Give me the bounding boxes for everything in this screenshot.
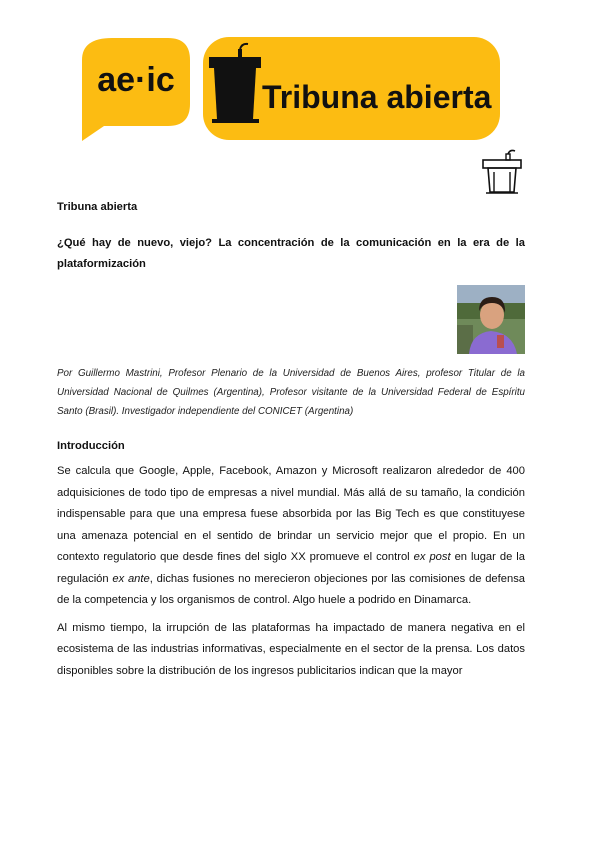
paragraph-1-text-3: , dichas fusiones no merecieron objeciones por las comisiones de defensa de la competencia y los organismos de control. Algo huele a podrido en Dinamarca. xyxy=(57,572,526,606)
tribuna-banner xyxy=(203,37,500,140)
header-banner xyxy=(0,0,595,150)
author-byline: Por Guillermo Mastrini, Profesor Plenario de la Universidad de Buenos Aires, profesor Titular de la Universidad Nacional de Quilmes (Argentina), Profesor visitante de la Universidad Federal de Espíritu Santo (Brasil). Investigador independiente del CONICET (Argentina) xyxy=(57,368,525,417)
author-photo xyxy=(457,285,525,354)
paragraph-1-emphasis-1: ex post xyxy=(413,551,451,563)
paragraph-2: Al mismo tiempo, la irrupción de las plataformas ha impactado de manera negativa en el ecosistema de las industrias informativas, especialmente en el sector de la prensa. Los datos disponibles sobre la distribución de los ingresos publicitarios indican que la mayor xyxy=(57,621,525,677)
paragraph-1 xyxy=(57,461,525,612)
logo-text: ae·ic xyxy=(97,61,175,99)
header-graphic xyxy=(0,0,595,150)
paragraph-1-text-2: en lugar de la regulación xyxy=(57,551,525,585)
article-body xyxy=(57,199,525,682)
paragraph-1-emphasis-2: ex ante xyxy=(112,572,150,585)
banner-title: Tribuna abierta xyxy=(262,79,492,115)
section-label: Tribuna abierta xyxy=(57,201,138,213)
paragraph-1-text-1: Se calcula que Google, Apple, Facebook, Amazon y Microsoft realizaron alrededor de 400 adquisiciones de todo tipo de empresas a nivel mundial. Más allá de su tamaño, la condición indispensable para que una empresa fuese absorbida por las Big Tech es que constituyese una amenaza potencial en el sentido de brindar un servicio mejor que el propio. En un contexto regulatorio que desde fines del siglo XX promueve el control xyxy=(57,465,525,563)
author-photo-wrap xyxy=(57,285,525,354)
podium-outline-icon xyxy=(480,148,524,201)
aeic-logo xyxy=(82,38,190,141)
section-heading: Introducción xyxy=(57,440,125,452)
article-title: ¿Qué hay de nuevo, viejo? La concentración de la comunicación en la era de la plataformización xyxy=(57,237,525,270)
